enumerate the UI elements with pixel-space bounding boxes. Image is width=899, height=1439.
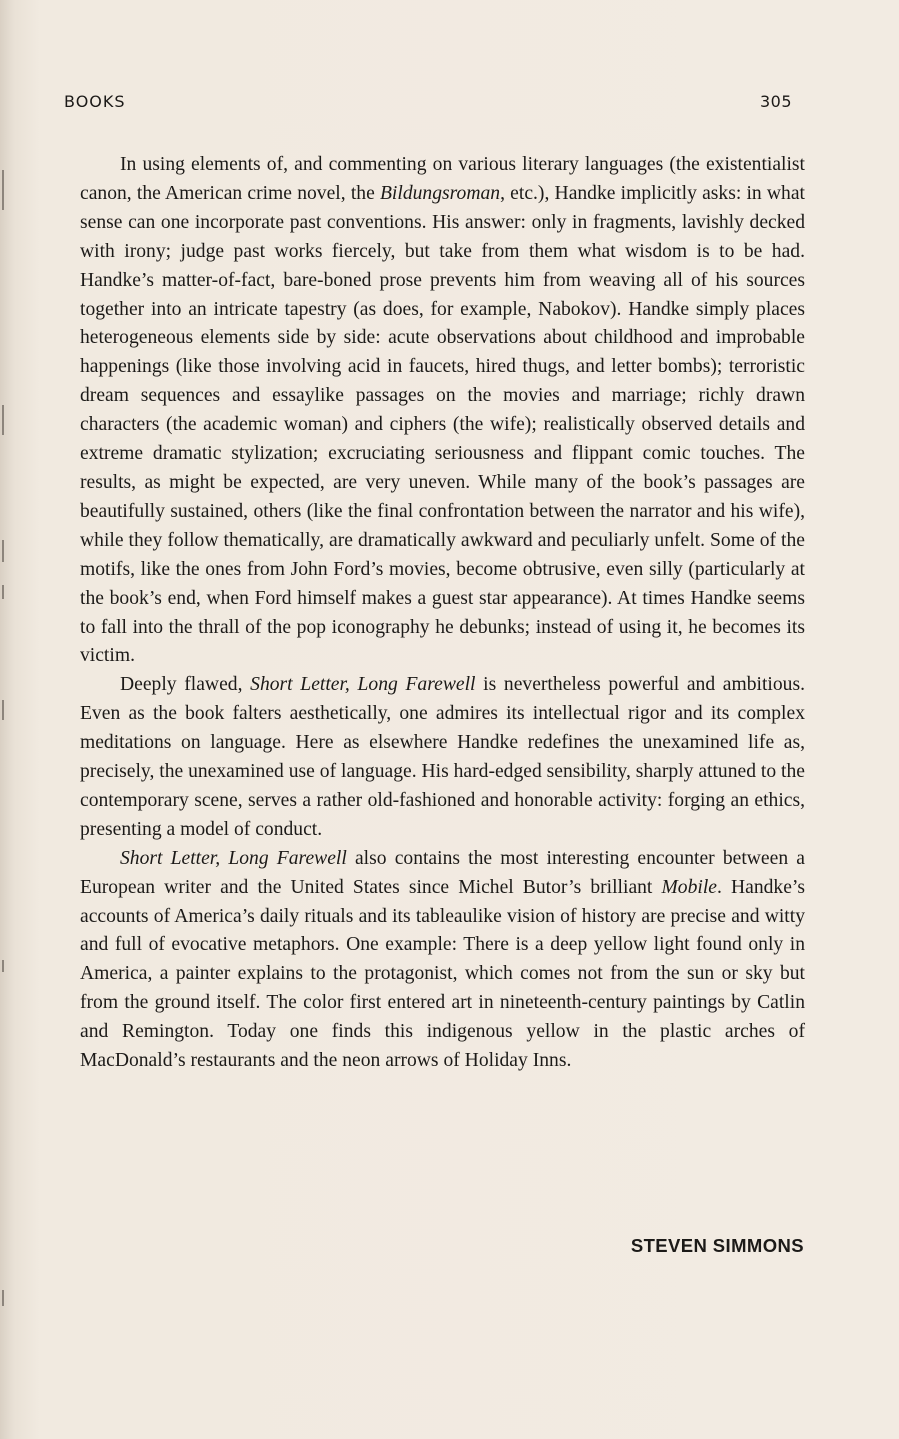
paragraph-1-title-bildungsroman: Bildungsroman: [379, 182, 501, 204]
page-gutter: [0, 0, 12, 1439]
page-number: 305: [759, 92, 792, 111]
paragraph-2-text-1: Deeply flawed,: [120, 674, 251, 696]
section-title: BOOKS: [64, 92, 126, 111]
paragraph-3-text-2: . Handke’s accounts of America’s daily rituals and its tableaulike vision of history are precise and witty and full of evocative metaphors. One example: There is a deep yellow light found only in America, a painter explains to the protagonist, which comes not from the sun or sky but from the ground itself. The color first entered art in nineteenth-century paintings by Catlin and Remington. Today one finds this indigenous yellow in the plastic arches of MacDonald’s restaurants and the neon arrows of Holiday Inns.: [80, 876, 805, 1072]
paragraph-2: [80, 671, 805, 844]
paragraph-2-book-title: Short Letter, Long Farewell: [250, 674, 476, 696]
author-signature: STEVEN SIMMONS: [630, 1235, 804, 1256]
running-head: [64, 92, 792, 114]
paragraph-3: [80, 845, 805, 1076]
review-body: [80, 151, 805, 1076]
paragraph-1-text-1: In using elements of, and commenting on various literary languages (the existentialist canon, the American crime novel, the: [80, 154, 805, 204]
paragraph-3-book-title: Short Letter, Long Farewell: [120, 847, 347, 869]
paragraph-1-text-2: , etc.), Handke implicitly asks: in what sense can one incorporate past conventions. His answer: only in fragments, lavishly decked with irony; judge past works fiercely, but take from them what wisdom is to be had. Handke’s matter-of-fact, bare-boned prose prevents him from weaving all of his sources together into an intricate tapestry (as does, for example, Nabokov). Handke simply places heterogeneous elements side by side: acute observations about childhood and improbable happenings (like those involving acid in faucets, hired thugs, and letter bombs); terroristic dream sequences and essaylike passages on the movies and marriage; richly drawn characters (the academic woman) and ciphers (the wife); realistically observed details and extreme dramatic stylization; excruciating seriousness and flippant comic touches. The results, as might be expected, are very uneven. While many of the book’s passages are beautifully sustained, others (like the final confrontation between the narrator and his wife), while they follow thematically, are dramatically awkward and peculiarly unfelt. Some of the motifs, like the ones from John Ford’s movies, become obtrusive, even silly (particularly at the book’s end, when Ford himself makes a guest star appearance). At times Handke seems to fall into the thrall of the pop iconography he debunks; instead of using it, he becomes its victim.: [80, 182, 805, 667]
paragraph-1: [80, 151, 805, 671]
paragraph-3-title-mobile: Mobile: [661, 876, 717, 898]
paragraph-2-text-2: is nevertheless powerful and ambitious. Even as the book falters aesthetically, one admires its intellectual rigor and its complex meditations on language. Here as elsewhere Handke redefines the unexamined life as, precisely, the unexamined use of language. His hard-edged sensibility, sharply attuned to the contemporary scene, serves a rather old-fashioned and honorable activity: forging an ethics, presenting a model of conduct.: [80, 674, 805, 840]
paragraph-3-text-1: also contains the most interesting encounter between a European writer and the United States since Michel Butor’s brilliant: [80, 847, 805, 898]
